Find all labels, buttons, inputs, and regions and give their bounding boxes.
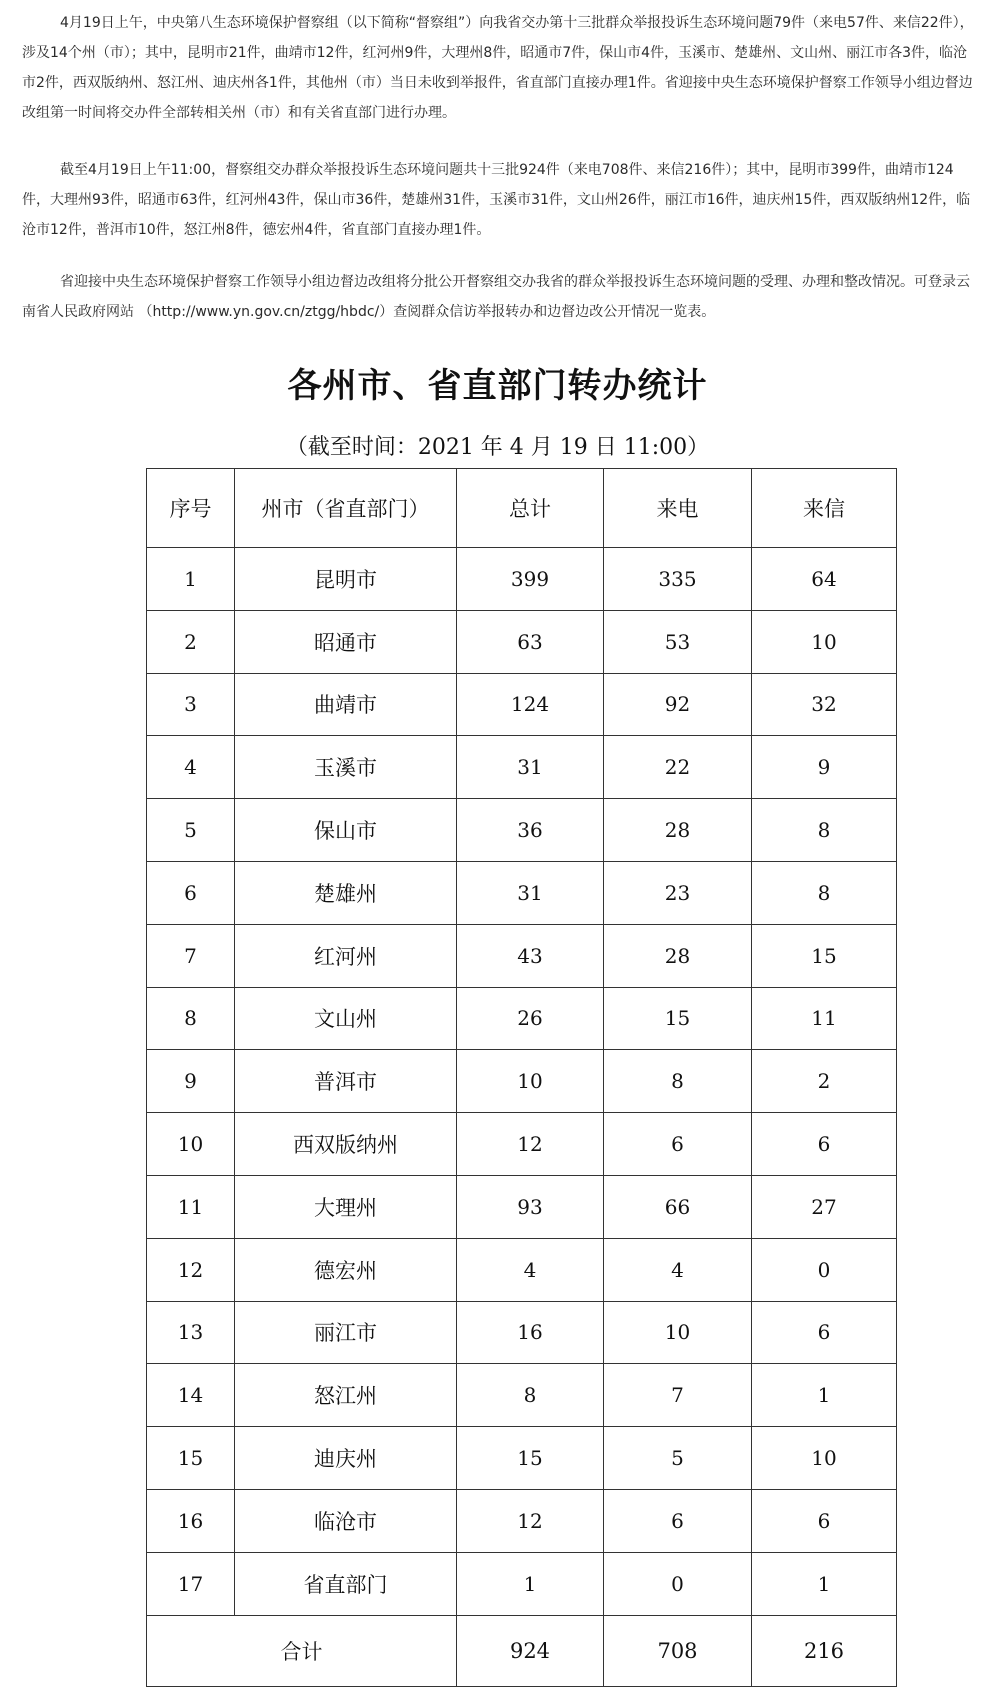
row-phone: 7 (604, 1364, 752, 1427)
row-letter: 32 (752, 673, 897, 736)
row-index: 9 (147, 1050, 235, 1113)
row-region: 临沧市 (235, 1489, 457, 1552)
row-index: 13 (147, 1301, 235, 1364)
row-letter: 10 (752, 1427, 897, 1490)
row-region: 曲靖市 (235, 673, 457, 736)
row-phone: 0 (604, 1552, 752, 1615)
table-row (147, 1489, 897, 1552)
table-row (147, 1238, 897, 1301)
header-phone: 来电 (604, 469, 752, 548)
header-letter: 来信 (752, 469, 897, 548)
table-header-row (147, 469, 897, 548)
table-body (147, 548, 897, 1616)
table-title: 各州市、省直部门转办统计 (287, 366, 708, 406)
row-total: 124 (457, 673, 604, 736)
row-region: 保山市 (235, 799, 457, 862)
row-letter: 15 (752, 924, 897, 987)
row-letter: 0 (752, 1238, 897, 1301)
row-total: 31 (457, 861, 604, 924)
table-row (147, 924, 897, 987)
total-cell: 924 (457, 1615, 604, 1686)
row-phone: 6 (604, 1489, 752, 1552)
table-row (147, 548, 897, 611)
row-letter: 10 (752, 610, 897, 673)
total-phone-cell: 708 (604, 1615, 752, 1686)
row-index: 2 (147, 610, 235, 673)
row-phone: 15 (604, 987, 752, 1050)
row-index: 4 (147, 736, 235, 799)
table-total-row (147, 1615, 897, 1686)
row-letter: 1 (752, 1364, 897, 1427)
row-index: 16 (147, 1489, 235, 1552)
row-letter: 1 (752, 1552, 897, 1615)
table-row (147, 673, 897, 736)
row-phone: 22 (604, 736, 752, 799)
row-total: 93 (457, 1175, 604, 1238)
row-index: 7 (147, 924, 235, 987)
row-phone: 335 (604, 548, 752, 611)
row-phone: 10 (604, 1301, 752, 1364)
row-letter: 6 (752, 1113, 897, 1176)
table-row (147, 736, 897, 799)
row-total: 8 (457, 1364, 604, 1427)
row-index: 14 (147, 1364, 235, 1427)
row-region: 迪庆州 (235, 1427, 457, 1490)
row-total: 12 (457, 1113, 604, 1176)
row-letter: 11 (752, 987, 897, 1050)
row-total: 36 (457, 799, 604, 862)
row-index: 10 (147, 1113, 235, 1176)
statistics-table (146, 468, 897, 1687)
row-index: 17 (147, 1552, 235, 1615)
table-subtitle: （截至时间：2021 年 4 月 19 日 11:00） (285, 435, 710, 460)
row-total: 399 (457, 548, 604, 611)
row-index: 12 (147, 1238, 235, 1301)
row-region: 昆明市 (235, 548, 457, 611)
row-total: 63 (457, 610, 604, 673)
table-row (147, 987, 897, 1050)
row-letter: 64 (752, 548, 897, 611)
row-phone: 28 (604, 799, 752, 862)
row-index: 15 (147, 1427, 235, 1490)
total-label: 合计 (147, 1615, 457, 1686)
header-index: 序号 (147, 469, 235, 548)
table-row (147, 1427, 897, 1490)
row-letter: 8 (752, 799, 897, 862)
row-total: 12 (457, 1489, 604, 1552)
table-row (147, 610, 897, 673)
row-phone: 6 (604, 1113, 752, 1176)
paragraph-1: 4月19日上午，中央第八生态环境保护督察组（以下简称“督察组”）向我省交办第十三批群众举报投诉生态环境问题79件（来电57件、来信22件），涉及14个州（市）；其中，昆明市21件，曲靖市12件，红河州9件，大理州8件，昭通市7件，保山市4件，玉溪市、楚雄州、文山州、丽江市各3件，临沧市2件，西双版纳州、怒江州、迪庆州各1件，其他州（市）当日未收到举报件，省直部门直接办理1件。省迎接中央生态环境保护督察工作领导小组边督边改组第一时间将交办件全部转相关州（市）和有关省直部门进行办理。 (22, 15, 974, 121)
row-phone: 5 (604, 1427, 752, 1490)
row-index: 3 (147, 673, 235, 736)
paragraph-3: 省迎接中央生态环境保护督察工作领导小组边督边改组将分批公开督察组交办我省的群众举报投诉生态环境问题的受理、办理和整改情况。可登录云南省人民政府网站 （http://www.yn.gov.cn/ztgg/hbdc/）查阅群众信访举报转办和边督边改公开情况一览表。 (22, 274, 970, 320)
row-total: 16 (457, 1301, 604, 1364)
table-row (147, 861, 897, 924)
header-region: 州市（省直部门） (235, 469, 457, 548)
table-row (147, 799, 897, 862)
row-region: 文山州 (235, 987, 457, 1050)
row-letter: 9 (752, 736, 897, 799)
row-region: 玉溪市 (235, 736, 457, 799)
row-region: 丽江市 (235, 1301, 457, 1364)
row-total: 10 (457, 1050, 604, 1113)
row-letter: 6 (752, 1489, 897, 1552)
row-total: 31 (457, 736, 604, 799)
table-row (147, 1050, 897, 1113)
row-phone: 53 (604, 610, 752, 673)
row-phone: 28 (604, 924, 752, 987)
row-letter: 2 (752, 1050, 897, 1113)
row-total: 43 (457, 924, 604, 987)
row-total: 1 (457, 1552, 604, 1615)
row-region: 昭通市 (235, 610, 457, 673)
table-row (147, 1301, 897, 1364)
row-phone: 23 (604, 861, 752, 924)
row-region: 德宏州 (235, 1238, 457, 1301)
row-letter: 6 (752, 1301, 897, 1364)
row-index: 1 (147, 548, 235, 611)
row-index: 11 (147, 1175, 235, 1238)
row-index: 8 (147, 987, 235, 1050)
row-index: 5 (147, 799, 235, 862)
table-row (147, 1364, 897, 1427)
row-letter: 27 (752, 1175, 897, 1238)
row-region: 红河州 (235, 924, 457, 987)
table-row (147, 1552, 897, 1615)
row-region: 普洱市 (235, 1050, 457, 1113)
row-total: 15 (457, 1427, 604, 1490)
row-region: 省直部门 (235, 1552, 457, 1615)
row-phone: 66 (604, 1175, 752, 1238)
row-region: 大理州 (235, 1175, 457, 1238)
row-total: 26 (457, 987, 604, 1050)
row-index: 6 (147, 861, 235, 924)
total-letter-cell: 216 (752, 1615, 897, 1686)
row-region: 西双版纳州 (235, 1113, 457, 1176)
row-total: 4 (457, 1238, 604, 1301)
row-phone: 92 (604, 673, 752, 736)
table-row (147, 1175, 897, 1238)
row-region: 怒江州 (235, 1364, 457, 1427)
paragraph-2: 截至4月19日上午11:00，督察组交办群众举报投诉生态环境问题共十三批924件（来电708件、来信216件）；其中，昆明市399件，曲靖市124件，大理州93件，昭通市63件，红河州43件，保山市36件，楚雄州31件，玉溪市31件，文山州26件，丽江市16件，迪庆州15件，西双版纳州12件，临沧市12件，普洱市10件，怒江州8件，德宏州4件，省直部门直接办理1件。 (22, 162, 971, 238)
table-row (147, 1113, 897, 1176)
header-total: 总计 (457, 469, 604, 548)
row-phone: 4 (604, 1238, 752, 1301)
row-phone: 8 (604, 1050, 752, 1113)
row-letter: 8 (752, 861, 897, 924)
row-region: 楚雄州 (235, 861, 457, 924)
